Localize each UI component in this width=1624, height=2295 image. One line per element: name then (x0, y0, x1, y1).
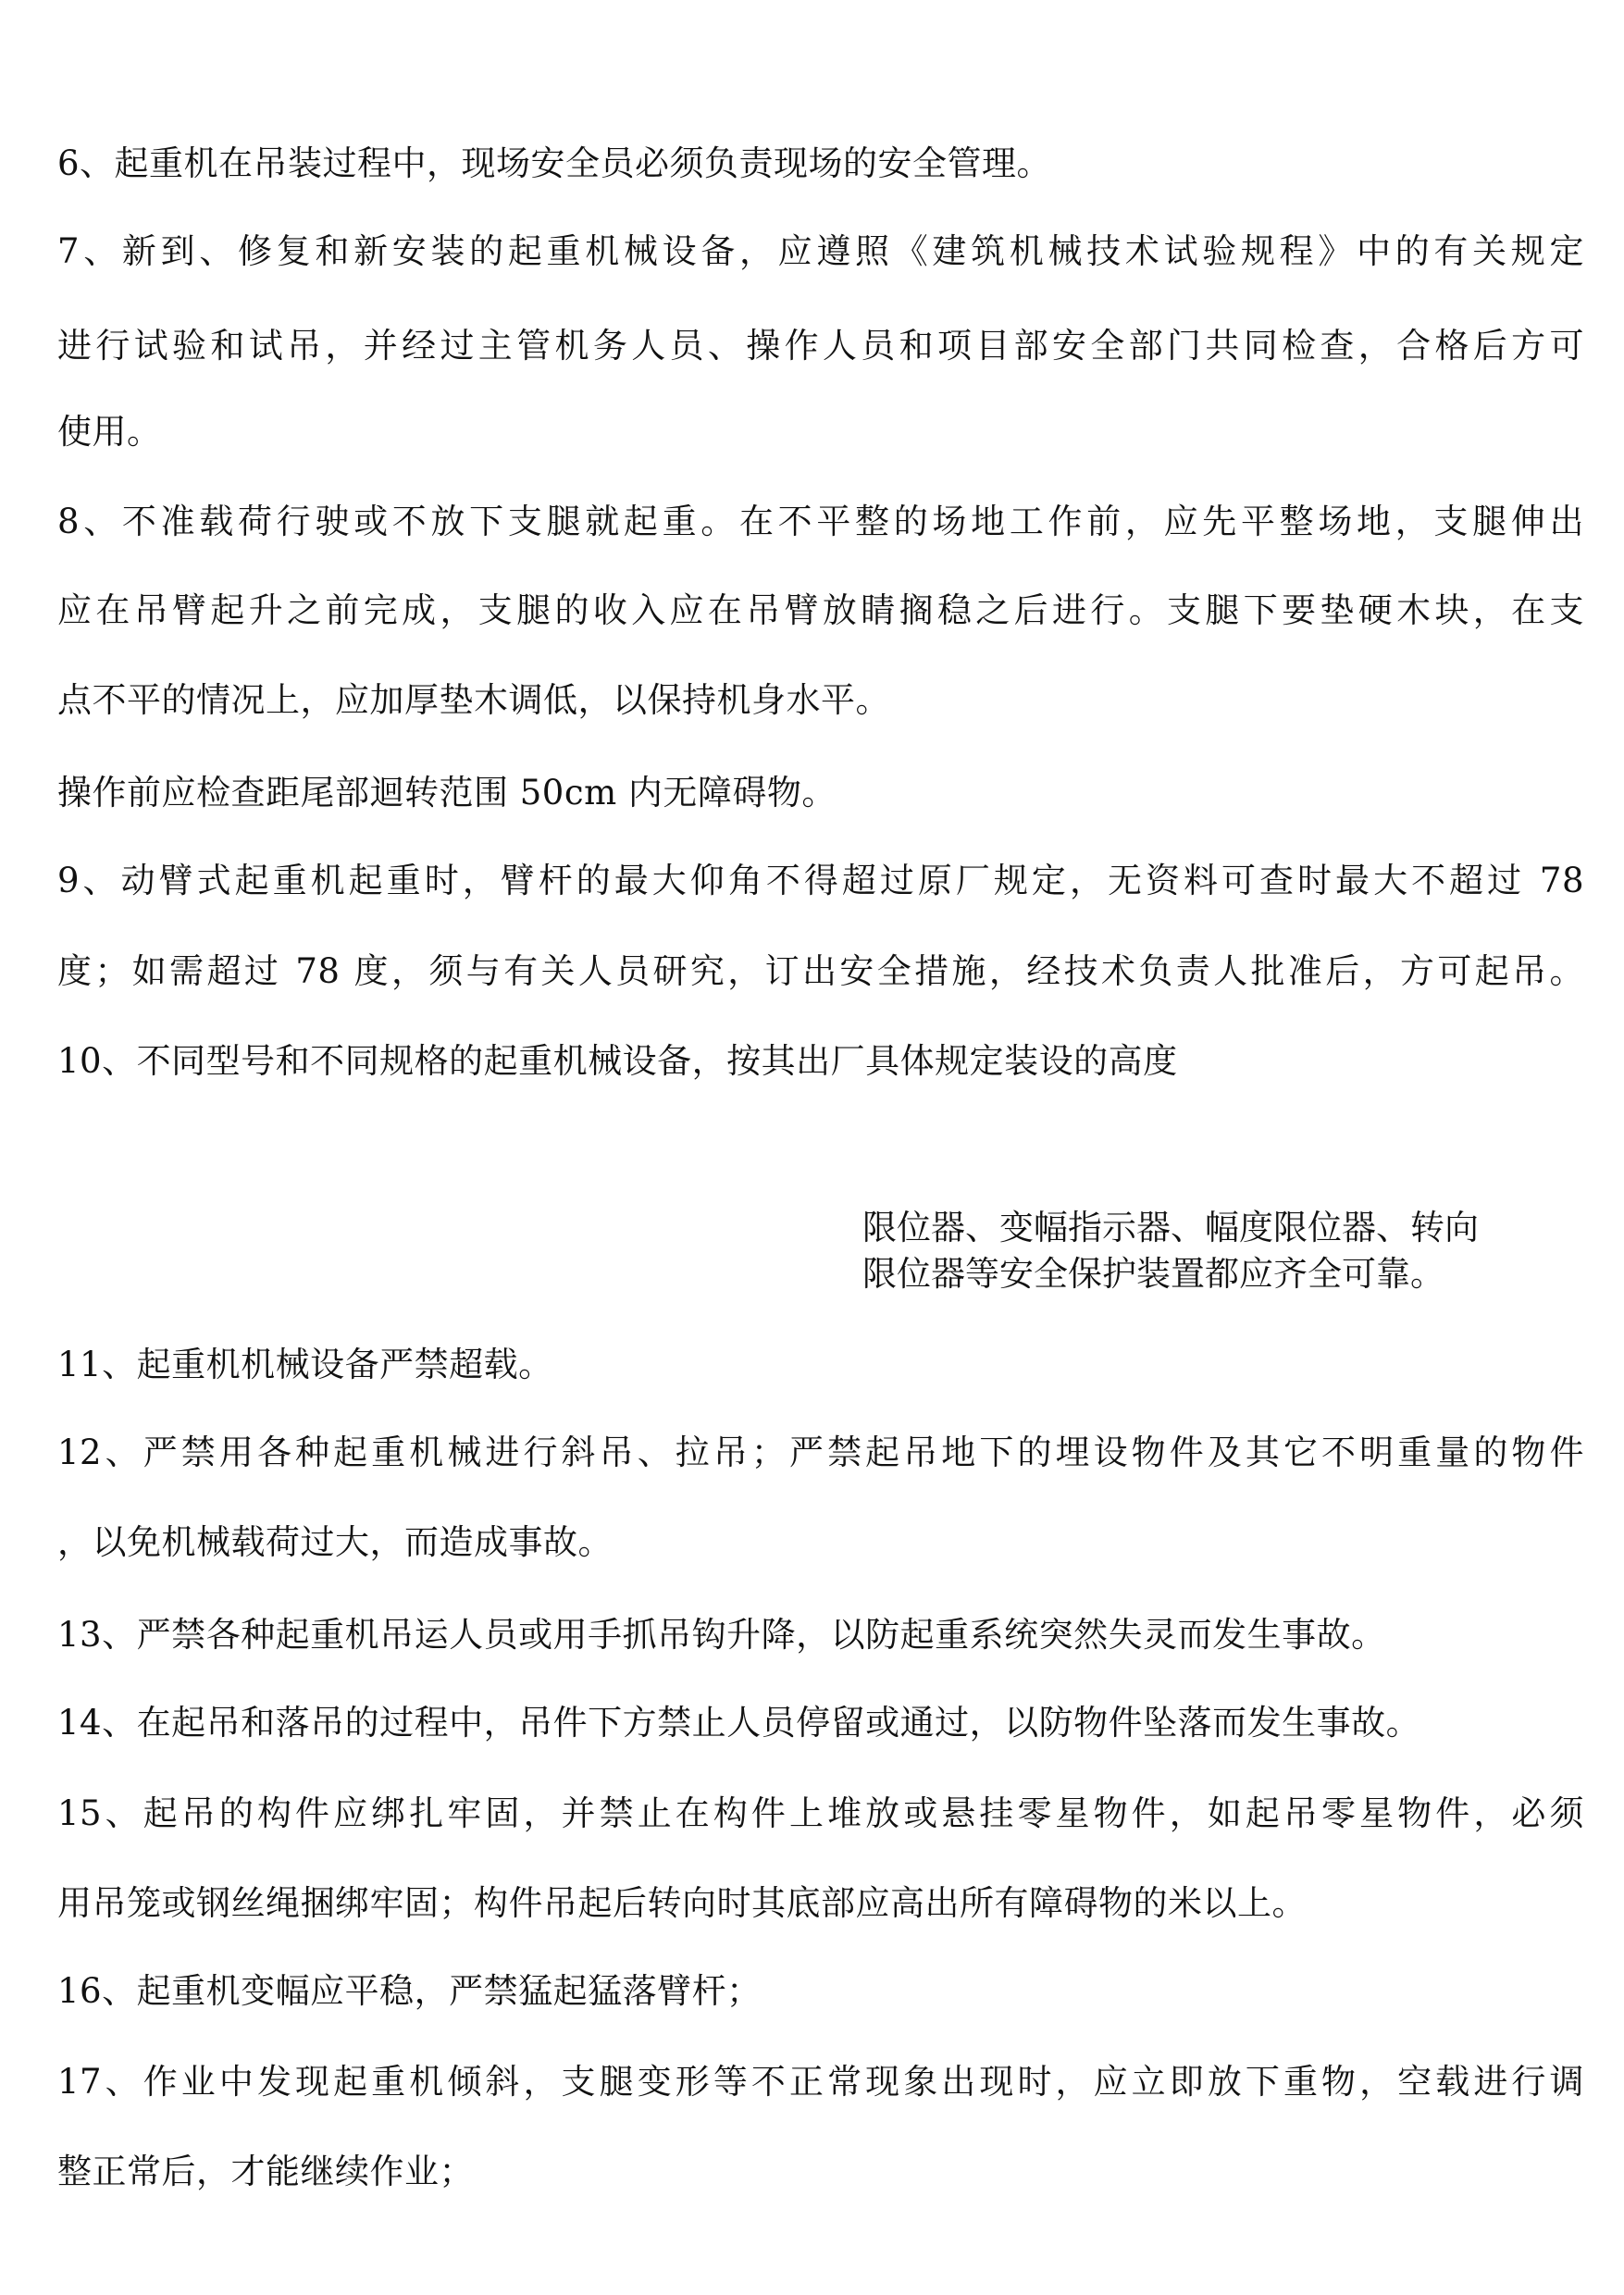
paragraph-17-line-1: 17、作业中发现起重机倾斜，支腿变形等不正常现象出现时，应立即放下重物，空载进行调 (57, 2062, 1584, 2102)
paragraph-12-line-2: ，以免机械载荷过大，而造成事故。 (57, 1522, 613, 1562)
paragraph-6: 6、起重机在吊装过程中，现场安全员必须负责现场的安全管理。 (57, 143, 1052, 183)
paragraph-10-note-line-1: 限位器、变幅指示器、幅度限位器、转向 (862, 1208, 1479, 1247)
paragraph-7-line-3: 使用。 (57, 412, 162, 452)
paragraph-16: 16、起重机变幅应平稳，严禁猛起猛落臂杆； (57, 1971, 762, 2011)
paragraph-7-line-1: 7、新到、修复和新安装的起重机械设备，应遵照《建筑机械技术试验规程》中的有关规定 (57, 231, 1584, 271)
paragraph-8-line-3: 点不平的情况上，应加厚垫木调低，以保持机身水平。 (57, 680, 890, 720)
paragraph-15-line-2: 用吊笼或钢丝绳捆绑牢固；构件吊起后转向时其底部应高出所有障碍物的米以上。 (57, 1883, 1307, 1923)
paragraph-12-line-1: 12、严禁用各种起重机械进行斜吊、拉吊；严禁起吊地下的埋设物件及其它不明重量的物件 (57, 1433, 1584, 1472)
paragraph-9-line-1: 9、动臂式起重机起重时，臂杆的最大仰角不得超过原厂规定，无资料可查时最大不超过 78 (57, 861, 1584, 900)
paragraph-11: 11、起重机机械设备严禁超载。 (57, 1345, 553, 1384)
paragraph-8-extra: 操作前应检查距尾部迴转范围 50cm 内无障碍物。 (57, 773, 837, 813)
paragraph-9-line-2: 度；如需超过 78 度，须与有关人员研究，订出安全措施，经技术负责人批准后，方可起吊。 (57, 951, 1584, 991)
paragraph-7-line-2: 进行试验和试吊，并经过主管机务人员、操作人员和项目部安全部门共同检查，合格后方可 (57, 326, 1584, 366)
paragraph-14: 14、在起吊和落吊的过程中，吊件下方禁止人员停留或通过，以防物件坠落而发生事故。 (57, 1703, 1421, 1743)
paragraph-10-note-line-2: 限位器等安全保护装置都应齐全可靠。 (862, 1254, 1444, 1294)
paragraph-13: 13、严禁各种起重机吊运人员或用手抓吊钩升降，以防起重系统突然失灵而发生事故。 (57, 1615, 1386, 1655)
paragraph-8-line-1: 8、不准载荷行驶或不放下支腿就起重。在不平整的场地工作前，应先平整场地，支腿伸出 (57, 502, 1584, 541)
paragraph-10: 10、不同型号和不同规格的起重机械设备，按其出厂具体规定装设的高度 (57, 1041, 1178, 1081)
paragraph-17-line-2: 整正常后，才能继续作业； (57, 2152, 474, 2191)
paragraph-8-line-2: 应在吊臂起升之前完成，支腿的收入应在吊臂放睛搁稳之后进行。支腿下要垫硬木块，在支 (57, 590, 1584, 630)
paragraph-15-line-1: 15、起吊的构件应绑扎牢固，并禁止在构件上堆放或悬挂零星物件，如起吊零星物件，必须 (57, 1793, 1584, 1833)
